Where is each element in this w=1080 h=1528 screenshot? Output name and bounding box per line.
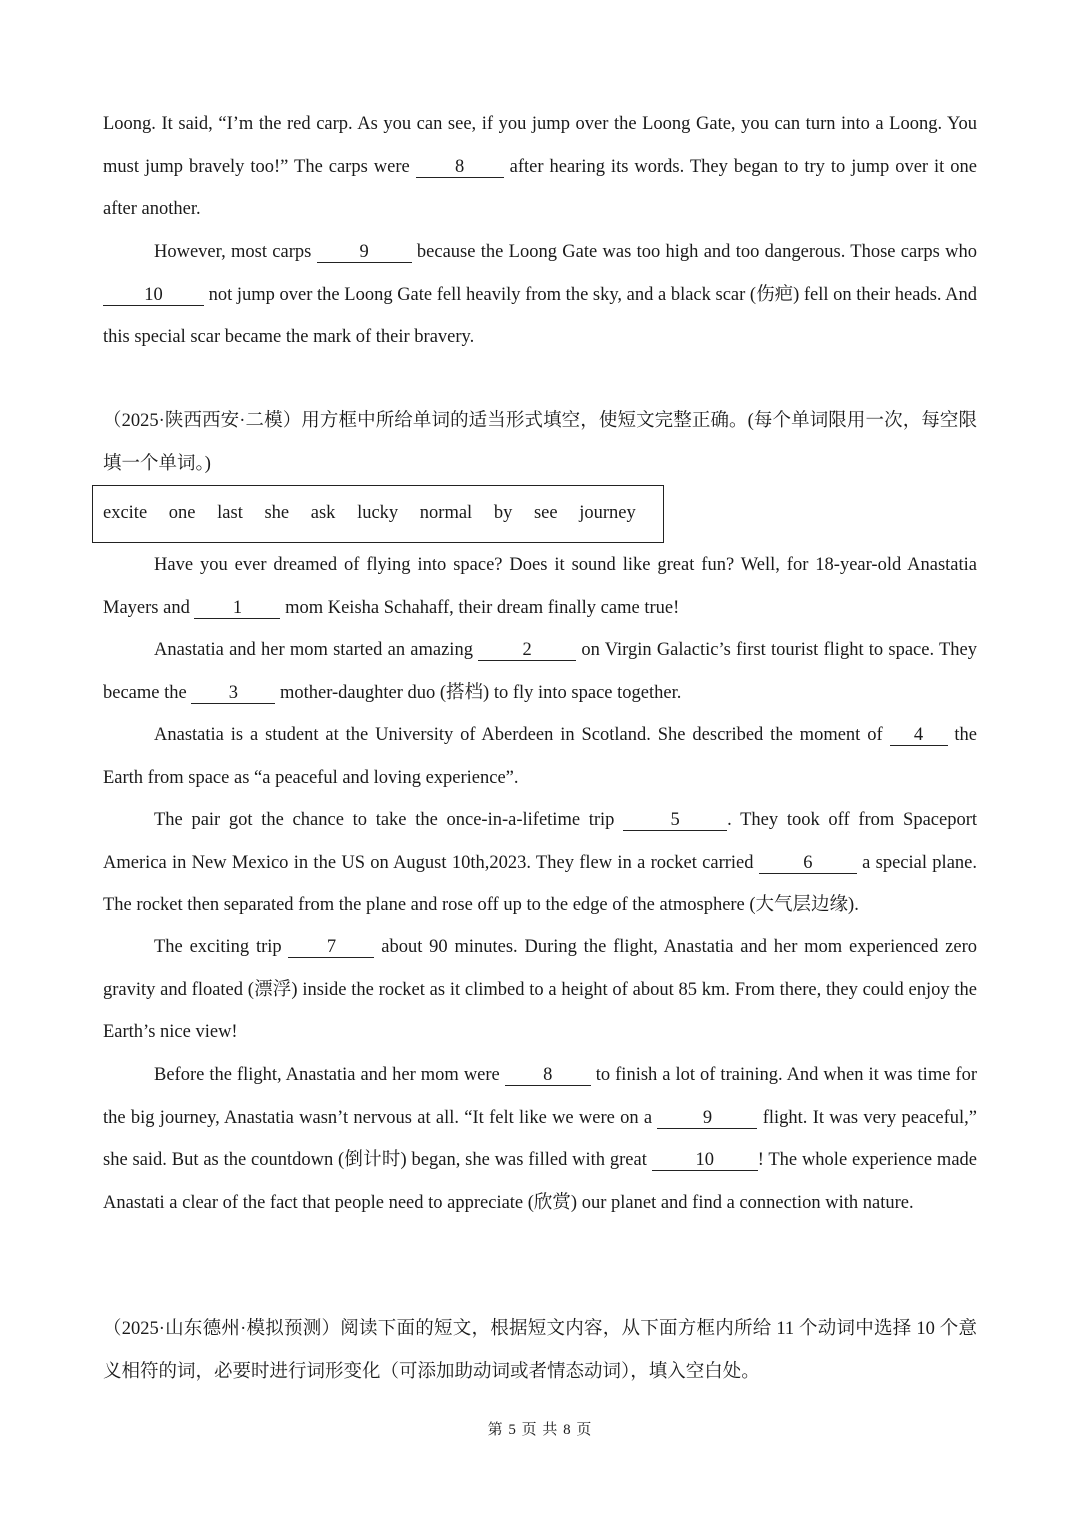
passage2-paragraph-1 <box>103 544 977 629</box>
answer-blank[interactable]: 7 <box>288 937 374 958</box>
word-bank-box <box>92 485 664 543</box>
text-span: after hearing its words. They began to try to jump over it one after another. <box>103 156 977 219</box>
word-bank-list <box>103 503 653 524</box>
text-span: on Virgin Galactic’s first tourist flight to space. They became the <box>103 640 977 703</box>
word-bank-item: she <box>264 503 290 523</box>
answer-blank[interactable]: 9 <box>657 1108 757 1129</box>
word-bank-item: ask <box>310 503 336 523</box>
text-span: mother-daughter duo (搭档) to fly into space together. <box>275 682 682 703</box>
text-span: to finish a lot of training. And when it was time for the big journey, Anastatia wasn’t nervous at all. “It felt like we were on a <box>103 1065 977 1128</box>
passage1-paragraph-a <box>103 103 977 231</box>
text-span: the Earth from space as “a peaceful and loving experience”. <box>103 725 977 788</box>
passage2-paragraph-4 <box>103 799 977 927</box>
text-span: Loong. It said, “I’m the red carp. As you can see, if you jump over the Loong Gate, you can turn into a Loong. You must jump bravely too!” The carps were <box>103 114 977 177</box>
text-span: flight. It was very peaceful,” she said. But as the countdown (倒计时) began, she was filled with great <box>103 1107 977 1170</box>
answer-blank[interactable]: 9 <box>317 242 412 263</box>
answer-blank[interactable]: 8 <box>416 157 504 178</box>
text-span: ! The whole experience made Anastati a clear of the fact that people need to appreciate (欣赏) our planet and find a connection with nature. <box>103 1150 977 1213</box>
passage2-paragraph-3 <box>103 714 977 799</box>
answer-blank[interactable]: 3 <box>191 683 275 704</box>
word-bank-item: lucky <box>357 503 399 523</box>
text-span: . They took off from Spaceport America in New Mexico in the US on August 10th,2023. They flew in a rocket carried <box>103 810 977 873</box>
text-span: The pair got the chance to take the once-in-a-lifetime trip <box>154 810 624 830</box>
word-bank-item: excite <box>103 503 148 523</box>
answer-blank[interactable]: 4 <box>890 725 948 746</box>
text-span: a special plane. The rocket then separated from the plane and rose off up to the edge of the atmosphere (大气层边缘). <box>103 852 977 915</box>
text-span: Anastatia is a student at the University of Aberdeen in Scotland. She described the moment of <box>154 725 890 745</box>
text-span: because the Loong Gate was too high and too dangerous. Those carps who <box>411 242 977 262</box>
answer-blank[interactable]: 8 <box>505 1065 591 1086</box>
answer-blank[interactable]: 1 <box>194 598 280 619</box>
text-span: Before the flight, Anastatia and her mom were <box>154 1065 505 1085</box>
word-bank-item: see <box>533 503 558 523</box>
answer-blank[interactable]: 5 <box>623 810 727 831</box>
passage2-paragraph-5 <box>103 926 977 1054</box>
answer-blank[interactable]: 2 <box>478 640 576 661</box>
answer-blank[interactable]: 10 <box>652 1150 758 1171</box>
passage1-paragraph-b <box>103 231 977 359</box>
text-span: Anastatia and her mom started an amazing <box>154 640 479 660</box>
text-span: not jump over the Loong Gate fell heavily from the sky, and a black scar (伤疤) fell on their heads. And this special scar became the mark of their bravery. <box>103 284 978 347</box>
word-bank-item: journey <box>579 503 636 523</box>
answer-blank[interactable]: 10 <box>103 285 204 306</box>
text-span: about 90 minutes. During the flight, Anastatia and her mom experienced zero gravity and floated (漂浮) inside the rocket as it climbed to a height of about 85 km. From there, they could enjoy the Earth’s nice view! <box>103 937 977 1042</box>
text-span: mom Keisha Schahaff, their dream finally came true! <box>280 597 680 618</box>
passage2-paragraph-6 <box>103 1054 977 1224</box>
text-span: However, most carps <box>154 242 317 262</box>
word-bank-item: by <box>493 503 513 523</box>
word-bank-item: normal <box>419 503 473 523</box>
passage3-instructions: （2025·山东德州·模拟预测）阅读下面的短文，根据短文内容，从下面方框内所给 11 个动词中选择 10 个意义相符的词，必要时进行词形变化（可添加助动词或者情态动词），填入空白处。 <box>103 1319 977 1382</box>
word-bank-item: one <box>168 503 196 523</box>
passage2-instructions: （2025·陕西西安·二模）用方框中所给单词的适当形式填空，使短文完整正确。(每个单词限用一次，每空限填一个单词。) <box>103 411 977 474</box>
word-bank-item: last <box>217 503 243 523</box>
text-span: Have you ever dreamed of flying into space? Does it sound like great fun? Well, for 18-year-old Anastatia Mayers and <box>103 555 977 618</box>
page-number-footer: 第 5 页 共 8 页 <box>487 1422 593 1438</box>
passage2-paragraph-2 <box>103 629 977 714</box>
answer-blank[interactable]: 6 <box>759 853 857 874</box>
text-span: The exciting trip <box>154 937 289 957</box>
